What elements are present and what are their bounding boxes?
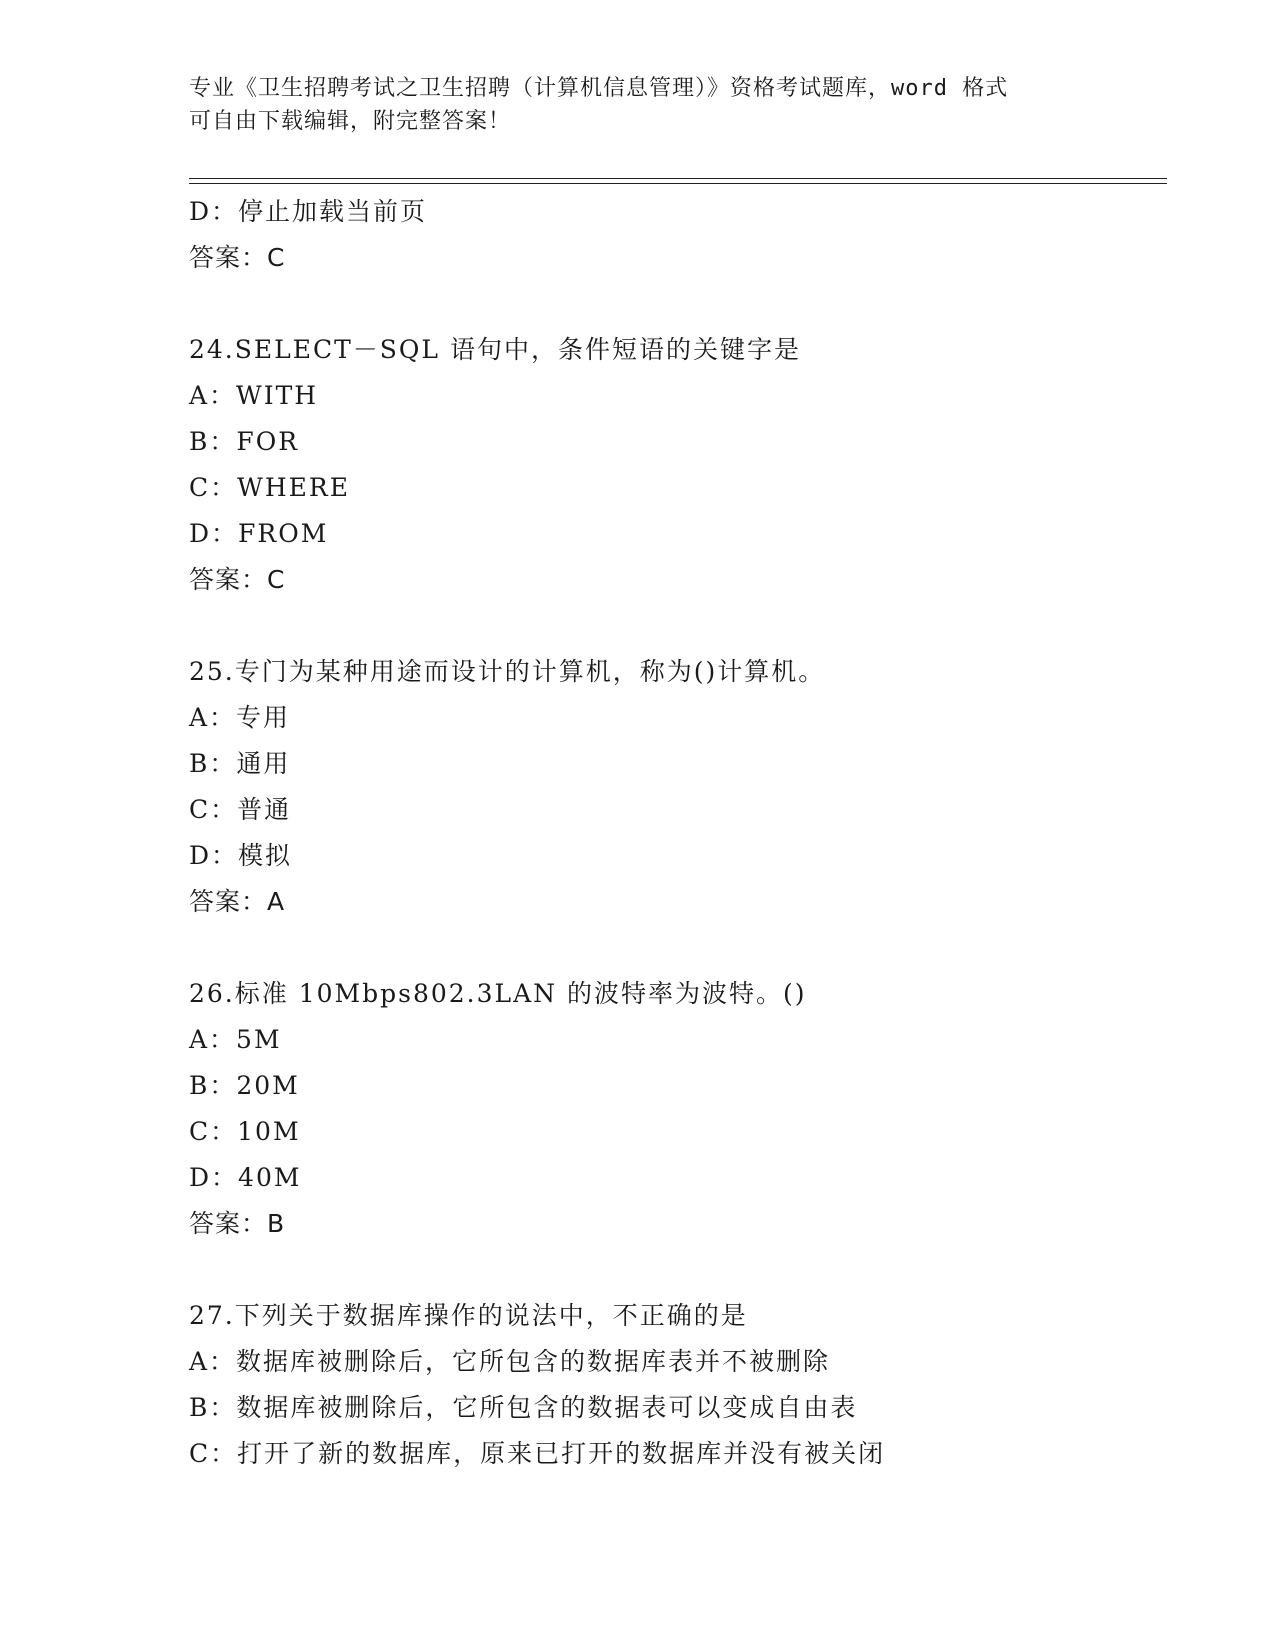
question-24-option-a: A：WITH [189, 381, 319, 410]
question-27-stem: 27.下列关于数据库操作的说法中，不正确的是 [189, 1301, 748, 1330]
question-24-answer: 答案：C [189, 565, 286, 594]
question-26-option-a: A：5M [189, 1025, 282, 1054]
question-26-stem: 26.标准 10Mbps802.3LAN 的波特率为波特。() [189, 979, 807, 1008]
question-25-answer: 答案：A [189, 887, 286, 916]
header-divider-top [189, 178, 1167, 179]
header-divider-bottom [189, 183, 1167, 184]
question-25-option-a: A：专用 [189, 703, 291, 732]
question-23-option-d: D：停止加载当前页 [189, 197, 428, 226]
document-header [189, 72, 1089, 138]
question-25-option-d: D：模拟 [189, 841, 293, 870]
question-24-stem: 24.SELECT－SQL 语句中，条件短语的关键字是 [189, 335, 801, 364]
question-23-answer: 答案：C [189, 243, 286, 272]
question-27-option-b: B：数据库被删除后，它所包含的数据表可以变成自由表 [189, 1393, 858, 1422]
question-24-option-b: B：FOR [189, 427, 300, 456]
question-26-answer: 答案：B [189, 1209, 286, 1238]
question-25-stem: 25.专门为某种用途而设计的计算机，称为()计算机。 [189, 657, 826, 686]
question-26-option-d: D：40M [189, 1163, 302, 1192]
spacer [189, 1247, 1169, 1293]
question-27-option-c: C：打开了新的数据库，原来已打开的数据库并没有被关闭 [189, 1439, 886, 1468]
question-24-option-c: C：WHERE [189, 473, 350, 502]
question-26-option-b: B：20M [189, 1071, 300, 1100]
spacer [189, 925, 1169, 971]
question-list [189, 189, 1169, 1477]
question-25-option-c: C：普通 [189, 795, 292, 824]
header-line-2: 可自由下载编辑，附完整答案！ [189, 109, 512, 134]
question-25-option-b: B：通用 [189, 749, 291, 778]
question-27-option-a: A：数据库被删除后，它所包含的数据库表并不被删除 [189, 1347, 831, 1376]
question-24-option-d: D：FROM [189, 519, 329, 548]
spacer [189, 281, 1169, 327]
spacer [189, 603, 1169, 649]
question-26-option-c: C：10M [189, 1117, 301, 1146]
header-line-1: 专业《卫生招聘考试之卫生招聘（计算机信息管理）》资格考试题库，word 格式 [189, 76, 1009, 101]
